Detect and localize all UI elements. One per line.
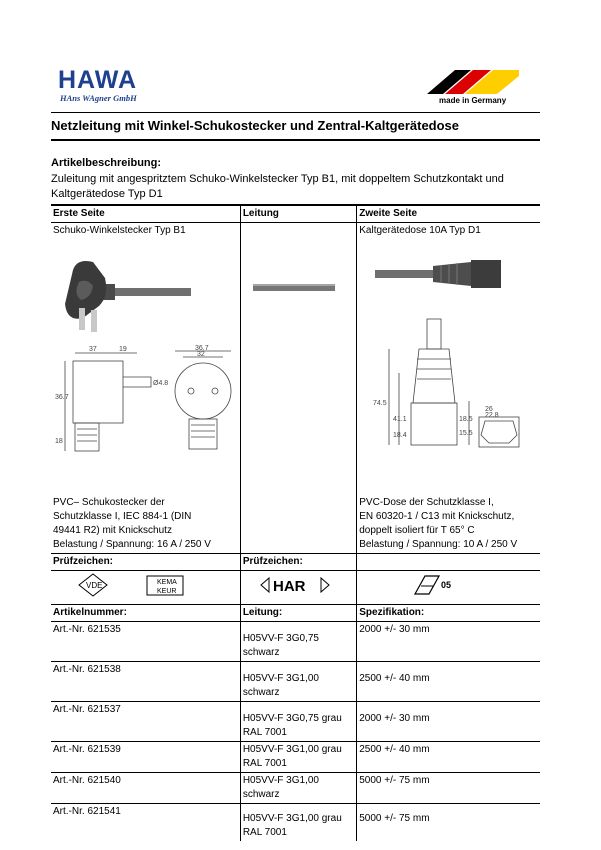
har-text: HAR (272, 578, 306, 595)
vde-mark: VDE (86, 581, 103, 590)
description-line: Kaltgerätedose Typ D1 (51, 188, 163, 200)
first-side-spec (51, 495, 240, 554)
cert-label-empty (357, 554, 540, 571)
second-side-spec (357, 495, 540, 554)
dim-label: 32 (197, 351, 205, 358)
har-mark-icon (243, 572, 353, 598)
description-heading: Artikelbeschreibung: (51, 157, 162, 169)
table-row (51, 804, 540, 842)
length-spec: 5000 +/- 75 mm (357, 773, 540, 804)
cert-marks-icon (53, 572, 223, 598)
order-header-art: Artikelnummer: (51, 605, 240, 622)
logo-wordmark: HAWA (58, 66, 137, 94)
cable-line: H05VV-F 3G1,00 grau (242, 813, 342, 824)
first-side-name: Schuko-Winkelstecker Typ B1 (53, 225, 186, 236)
length-spec: 2000 +/- 30 mm (357, 702, 540, 742)
cable-type (240, 702, 356, 742)
made-in-germany: made in Germany (439, 96, 507, 105)
header-cable: Leitung (240, 205, 356, 223)
kema-mark-bottom: KEUR (157, 588, 177, 595)
dim-label: 37 (89, 346, 97, 353)
dim-label: Ø4.8 (153, 380, 169, 387)
cable-type (240, 742, 356, 773)
second-side-cell (357, 223, 540, 496)
hawa-logo (58, 68, 137, 103)
spec-line: Schutzklasse I, IEC 884-1 (DIN (53, 511, 192, 522)
length-spec: 2500 +/- 40 mm (357, 662, 540, 702)
spec-line: PVC-Dose der Schutzklasse I, (359, 497, 494, 508)
angled-plug-photo-icon (53, 238, 193, 338)
table-row (51, 773, 540, 804)
divider (51, 139, 540, 141)
cert-label: Prüfzeichen: (240, 554, 356, 571)
cable-line: H05VV-F 3G0,75 grau (242, 713, 342, 724)
table-row (51, 702, 540, 742)
dim-label: 22.8 (485, 412, 499, 419)
cable-line: RAL 7001 (242, 727, 287, 738)
connector-photo-icon (359, 238, 529, 308)
order-header-spec: Spezifikation: (357, 605, 540, 622)
length-spec: 2500 +/- 40 mm (357, 742, 540, 773)
header-first-side: Erste Seite (51, 205, 240, 223)
cable-type (240, 622, 356, 662)
kema-mark-top: KEMA (157, 579, 177, 586)
german-flag-icon (427, 70, 519, 94)
spec-line: PVC– Schukostecker der (53, 497, 165, 508)
header-second-side: Zweite Seite (357, 205, 540, 223)
cable-line: H05VV-F 3G1,00 grau (242, 744, 342, 755)
mark-number: 05 (441, 580, 452, 590)
description-text (51, 172, 531, 202)
logo-company-name: HAns WAgner GmbH (60, 93, 137, 103)
page-title: Netzleitung mit Winkel-Schukostecker und Zentral-Kaltgerätedose (51, 118, 460, 133)
connector-dimension-drawing-icon (359, 313, 529, 463)
art-number: Art.-Nr. 621539 (51, 742, 240, 773)
cable-spec-empty (240, 495, 356, 554)
plug-dimension-drawing-icon (53, 343, 233, 463)
dim-label: 18.4 (393, 432, 407, 439)
dim-label: 15.5 (459, 430, 473, 437)
cert-icons-first (51, 571, 240, 605)
cert-icons-second (357, 571, 540, 605)
art-number: Art.-Nr. 621540 (51, 773, 240, 804)
second-side-name: Kaltgerätedose 10A Typ D1 (359, 225, 481, 236)
spec-line: EN 60320-1 / C13 mit Knickschutz, (359, 511, 515, 522)
spec-line: Belastung / Spannung: 16 A / 250 V (53, 539, 211, 550)
order-header-cable: Leitung: (240, 605, 356, 622)
dim-label: 36.7 (195, 345, 209, 352)
spec-line: doppelt isoliert für T 65° C (359, 525, 475, 536)
cable-type (240, 773, 356, 804)
cert-label: Prüfzeichen: (51, 554, 240, 571)
cable-line: H05VV-F 3G0,75 schwarz (242, 633, 319, 658)
table-row (51, 622, 540, 662)
dim-label: 18 (55, 438, 63, 445)
cable-line: RAL 7001 (242, 758, 287, 769)
spec-line: 49441 R2) mit Knickschutz (53, 525, 172, 536)
dim-label: 41.1 (393, 416, 407, 423)
first-side-cell (51, 223, 240, 496)
dim-label: 74.5 (373, 400, 387, 407)
semko-mark-icon (359, 572, 529, 598)
cable-type (240, 662, 356, 702)
dim-label: 26 (485, 406, 494, 413)
table-row (51, 742, 540, 773)
art-number: Art.-Nr. 621538 (51, 662, 240, 702)
cable-cell (240, 223, 356, 496)
dim-label: 36.7 (55, 394, 69, 401)
dim-label: 19 (119, 346, 127, 353)
cable-line: H05VV-F 3G1,00 schwarz (242, 673, 319, 698)
divider (51, 112, 540, 113)
table-row (51, 662, 540, 702)
art-number: Art.-Nr. 621541 (51, 804, 240, 842)
cable-line: H05VV-F 3G1,00 schwarz (242, 775, 319, 800)
art-number: Art.-Nr. 621537 (51, 702, 240, 742)
spec-line: Belastung / Spannung: 10 A / 250 V (359, 539, 518, 550)
cert-icons-cable (240, 571, 356, 605)
spec-table (51, 204, 540, 841)
cable-type (240, 804, 356, 842)
cable-photo-icon (243, 234, 343, 294)
description-line: Zuleitung mit angespritztem Schuko-Winkelstecker Typ B1, mit doppeltem Schutzkontakt und (51, 173, 504, 185)
dim-label: 18.5 (459, 416, 473, 423)
length-spec: 2000 +/- 30 mm (357, 622, 540, 662)
length-spec: 5000 +/- 75 mm (359, 813, 430, 824)
art-number: Art.-Nr. 621535 (51, 622, 240, 662)
cable-line: RAL 7001 (242, 827, 287, 838)
